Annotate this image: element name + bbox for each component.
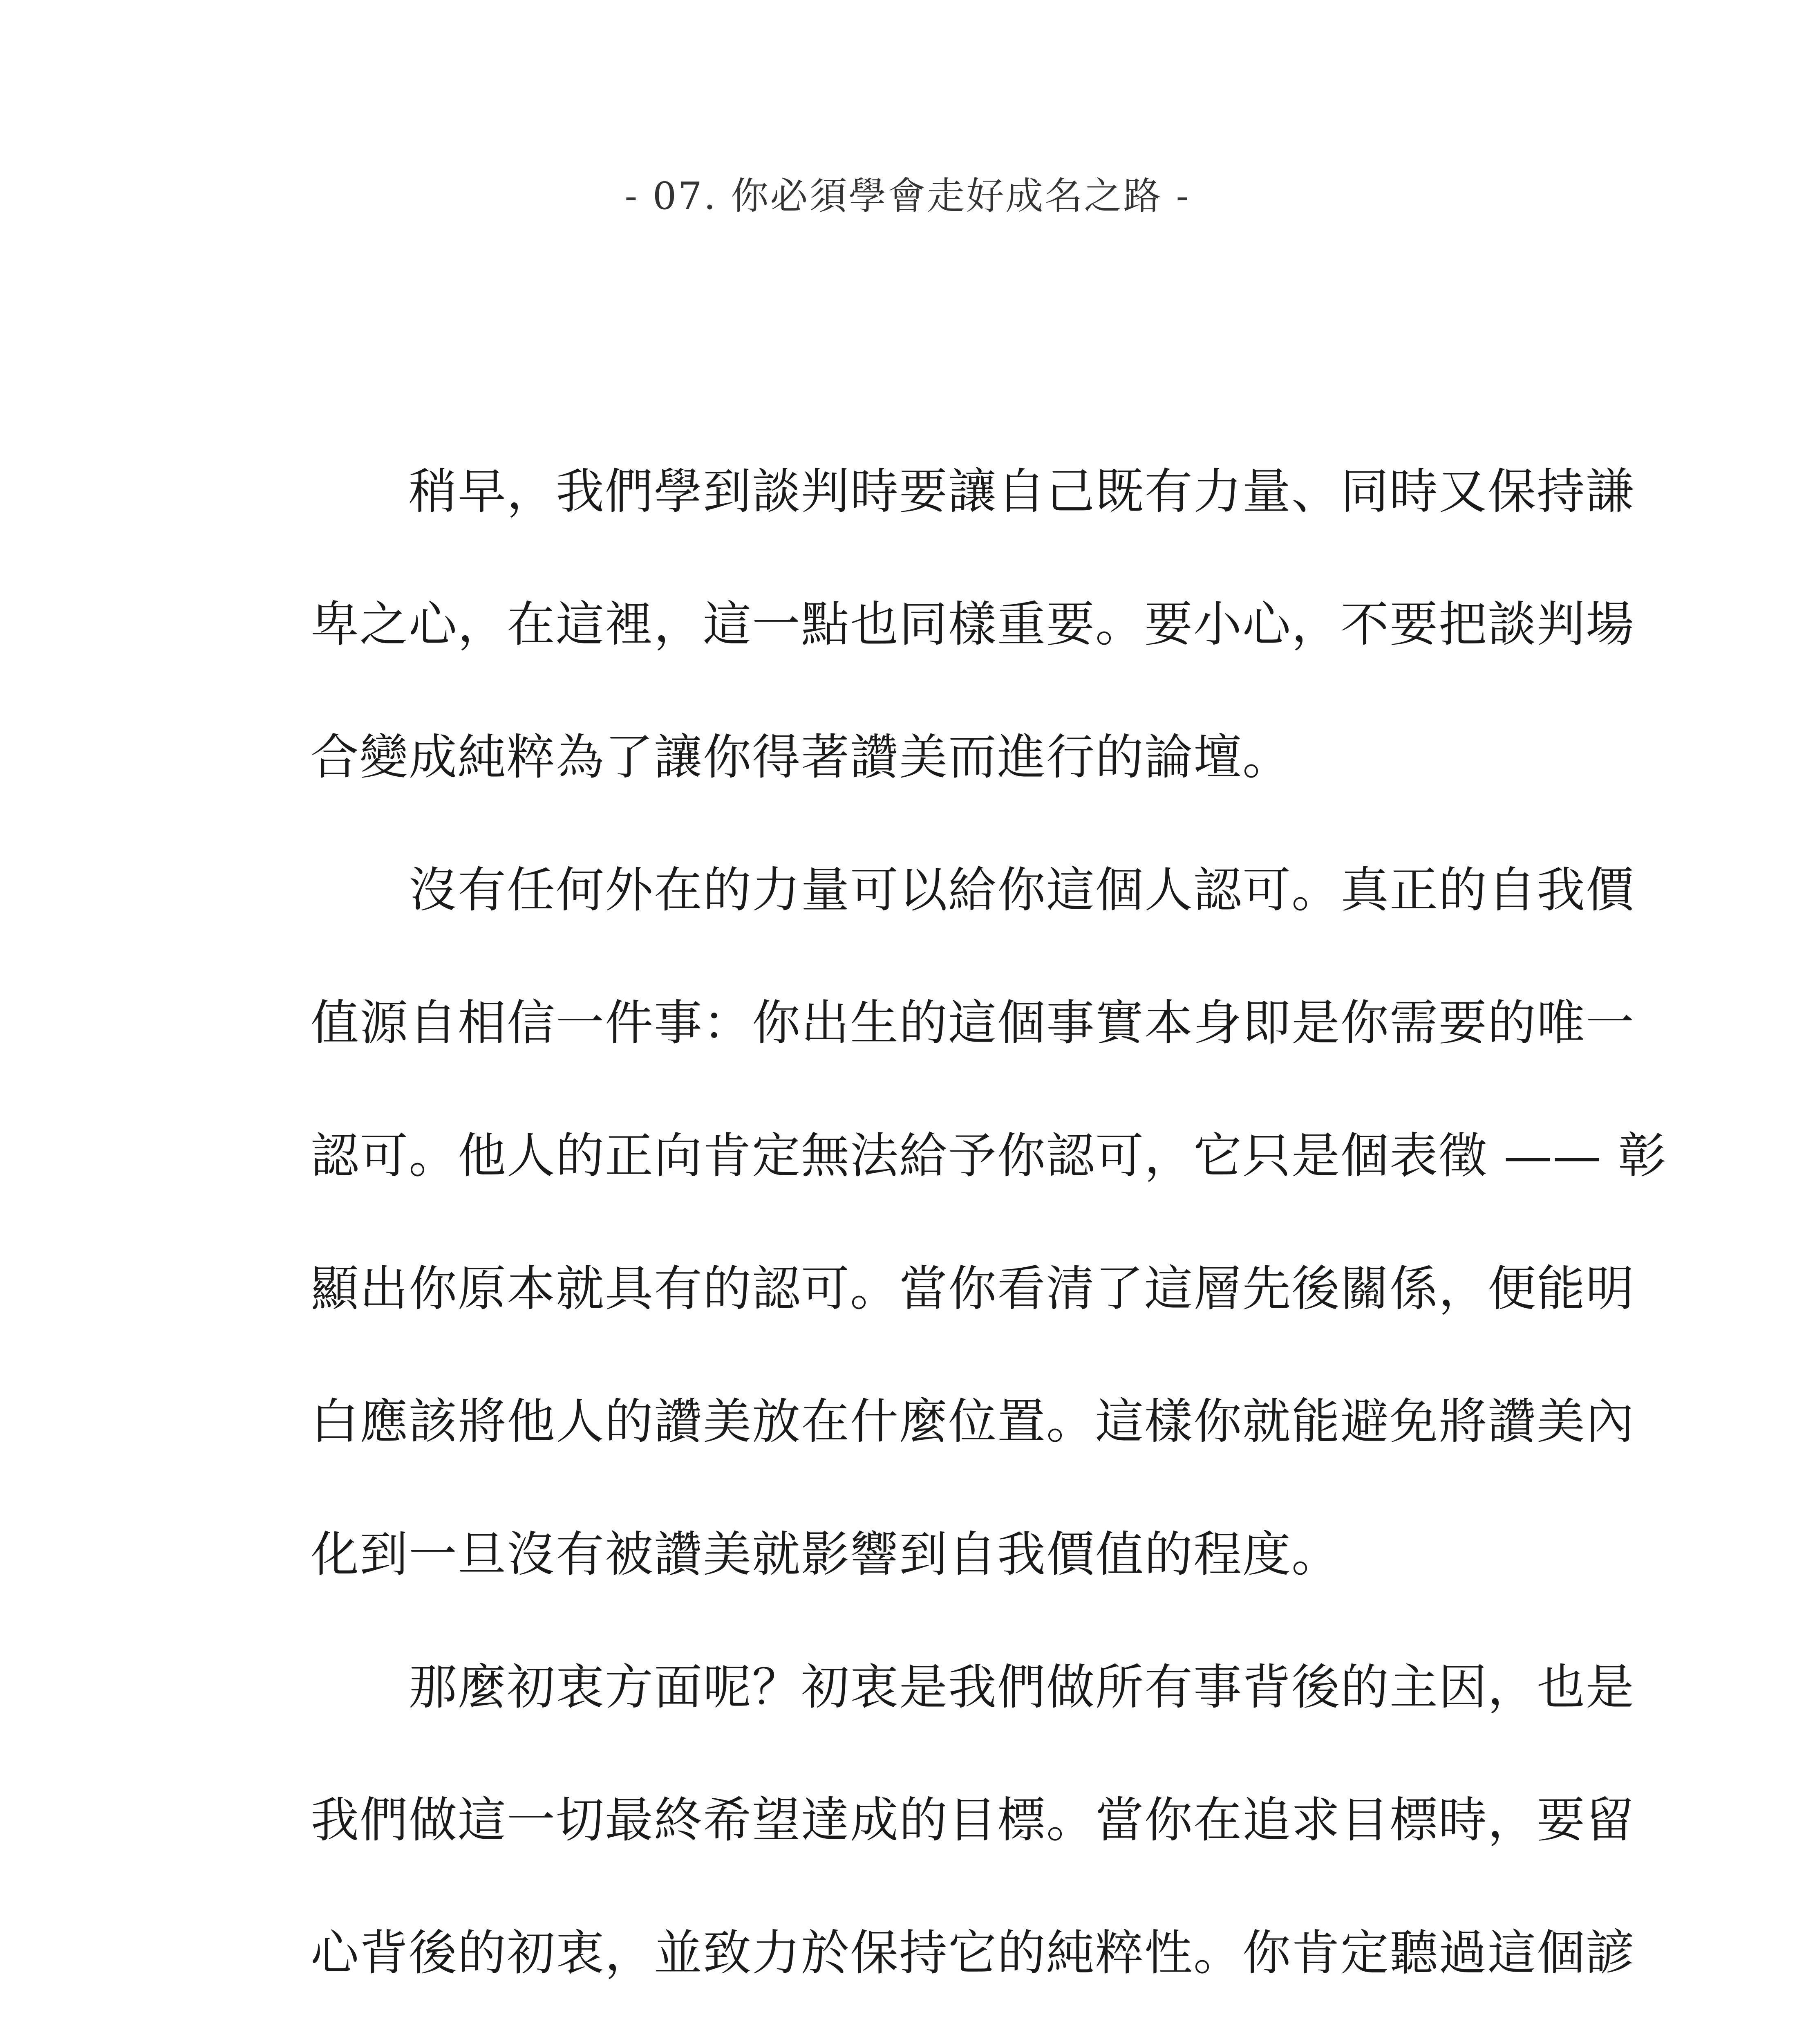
text-line: 稍早，我們學到談判時要讓自己既有力量、同時又保持謙 [409, 463, 1635, 520]
text-line: 值源自相信一件事：你出生的這個事實本身即是你需要的唯一 [311, 995, 1635, 1051]
text-line: 心背後的初衷，並致力於保持它的純粹性。你肯定聽過這個諺 [311, 1925, 1635, 1981]
paragraph [311, 425, 1635, 824]
text-line: 合變成純粹為了讓你得著讚美而進行的論壇。 [311, 729, 1292, 785]
text-line [311, 2019, 1578, 2044]
text-line: 卑之心，在這裡，這一點也同樣重要。要小心，不要把談判場 [311, 596, 1635, 652]
text-line: 我們做這一切最終希望達成的目標。當你在追求目標時，要留 [311, 1792, 1635, 1848]
text-line: 白應該將他人的讚美放在什麼位置。這樣你就能避免將讚美內 [311, 1393, 1635, 1450]
paragraph [311, 1621, 1635, 2044]
text-line: 化到一旦沒有被讚美就影響到自我價值的程度。 [311, 1526, 1341, 1582]
paragraph [311, 824, 1667, 1621]
text-line: 那麼初衷方面呢？初衷是我們做所有事背後的主因，也是 [409, 1659, 1635, 1715]
body-text [311, 425, 1667, 2044]
running-header: - 07. 你必須學會走好成名之路 - [624, 174, 1191, 218]
text-line: 認可。他人的正向肯定無法給予你認可，它只是個表徵 —— 彰 [311, 1127, 1667, 1184]
text-line: 沒有任何外在的力量可以給你這個人認可。真正的自我價 [409, 862, 1635, 918]
text-line: 顯出你原本就具有的認可。當你看清了這層先後關係，便能明 [311, 1260, 1635, 1317]
